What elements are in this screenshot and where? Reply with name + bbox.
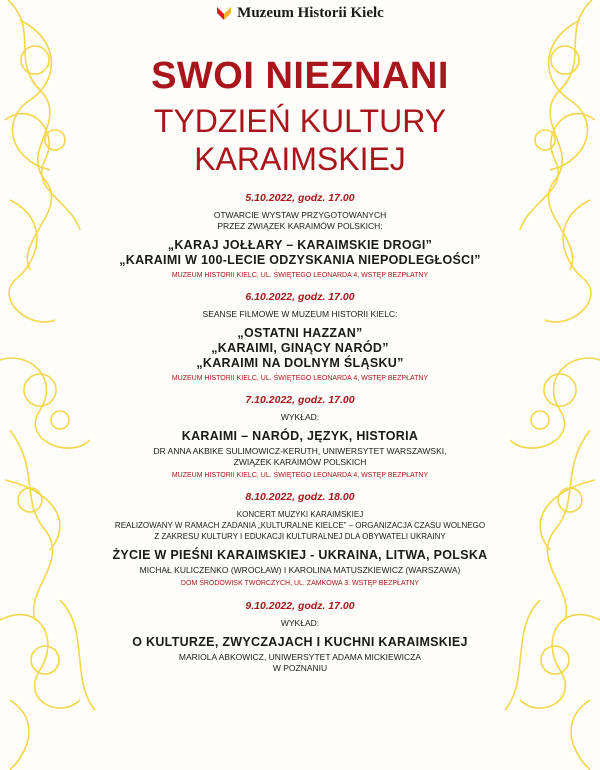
event-block: [95, 291, 505, 385]
museum-name: Muzeum Historii Kielc: [237, 4, 384, 21]
event-highlight: „KARAIMI NA DOLNYM ŚLĄSKU”: [196, 356, 404, 370]
event-highlight: O KULTURZE, ZWYCZAJACH I KUCHNI KARAIMSKIEJ: [132, 635, 468, 649]
event-date: 9.10.2022, godz. 17.00: [245, 600, 355, 612]
poster-title: SWOI NIEZNANI: [151, 55, 449, 97]
event-highlight: „KARAIMI W 100-LECIE ODZYSKANIA NIEPODLEGŁOŚCI”: [119, 253, 481, 267]
event-highlight: „KARAJ JOŁŁARY – KARAIMSKIE DROGI”: [167, 238, 433, 252]
event-details: DR ANNA AKBIKE SULIMOWICZ-KERUTH, UNIWERSYTET WARSZAWSKI,: [153, 446, 447, 456]
event-details: ZWIĄZEK KARAIMÓW POLSKICH: [233, 457, 367, 467]
poster-subtitle-line2: KARAIMSKIEJ: [194, 141, 406, 177]
event-venue: DOM ŚRODOWISK TWÓRCZYCH, UL. ZAMKOWA 3. WSTĘP BEZPŁATNY: [180, 580, 420, 587]
event-intro: Z ZAKRESU KULTURY I EDUKACJI KULTURALNEJ DLA OBYWATELI UKRAINY: [154, 532, 446, 541]
ornament-left: [0, 0, 110, 770]
event-date: 8.10.2022, godz. 18.00: [245, 491, 355, 503]
event-highlight: KARAIMI – NARÓD, JĘZYK, HISTORIA: [181, 429, 419, 443]
museum-logo-icon: [216, 5, 232, 21]
event-intro: SEANSE FILMOWE W MUZEUM HISTORII KIELC:: [202, 309, 398, 319]
event-intro: WYKŁAD:: [280, 618, 320, 628]
event-block: [95, 600, 505, 674]
event-date: 5.10.2022, godz. 17.00: [245, 192, 355, 204]
poster-content: [95, 0, 505, 674]
event-intro: PRZEZ ZWIĄZEK KARAIMÓW POLSKICH:: [217, 221, 383, 231]
ornament-right: [490, 0, 600, 770]
event-intro: OTWARCIE WYSTAW PRZYGOTOWANYCH: [213, 210, 387, 220]
event-block: [95, 192, 505, 282]
event-details: MARIOLA ABKOWICZ, UNIWERSYTET ADAMA MICKIEWICZA: [178, 652, 422, 662]
event-intro: KONCERT MUZYKI KARAIMSKIEJ: [236, 510, 364, 519]
event-highlight: „OSTATNI HAZZAN”: [237, 326, 363, 340]
event-venue: MUZEUM HISTORII KIELC, UL. ŚWIĘTEGO LEONARDA 4, WSTĘP BEZPŁATNY: [171, 472, 429, 479]
event-intro: REALIZOWANY W RAMACH ZADANIA „KULTURALNE KIELCE” – ORGANIZACJA CZASU WOLNEGO: [114, 521, 486, 530]
event-highlight: ŻYCIE W PIEŚNI KARAIMSKIEJ - UKRAINA, LITWA, POLSKA: [112, 548, 488, 562]
event-block: [95, 491, 505, 590]
event-date: 7.10.2022, godz. 17.00: [245, 394, 355, 406]
event-date: 6.10.2022, godz. 17.00: [245, 291, 355, 303]
event-details: W POZNANIU: [272, 663, 328, 673]
event-details: MICHAŁ KULICZENKO (WROCŁAW) I KAROLINA MATUSZKIEWICZ (WARSZAWA): [139, 565, 461, 575]
poster-subtitle-line1: TYDZIEŃ KULTURY: [153, 103, 447, 139]
museum-logo: [95, 3, 505, 23]
event-venue: MUZEUM HISTORII KIELC, UL. ŚWIĘTEGO LEONARDA 4, WSTĘP BEZPŁATNY: [171, 375, 429, 382]
event-block: [95, 394, 505, 482]
event-intro: WYKŁAD:: [280, 412, 320, 422]
event-venue: MUZEUM HISTORII KIELC, UL. ŚWIĘTEGO LEONARDA 4, WSTĘP BEZPŁATNY: [171, 272, 429, 279]
event-highlight: „KARAIMI, GINĄCY NARÓD”: [211, 341, 389, 355]
events-list: [95, 192, 505, 674]
